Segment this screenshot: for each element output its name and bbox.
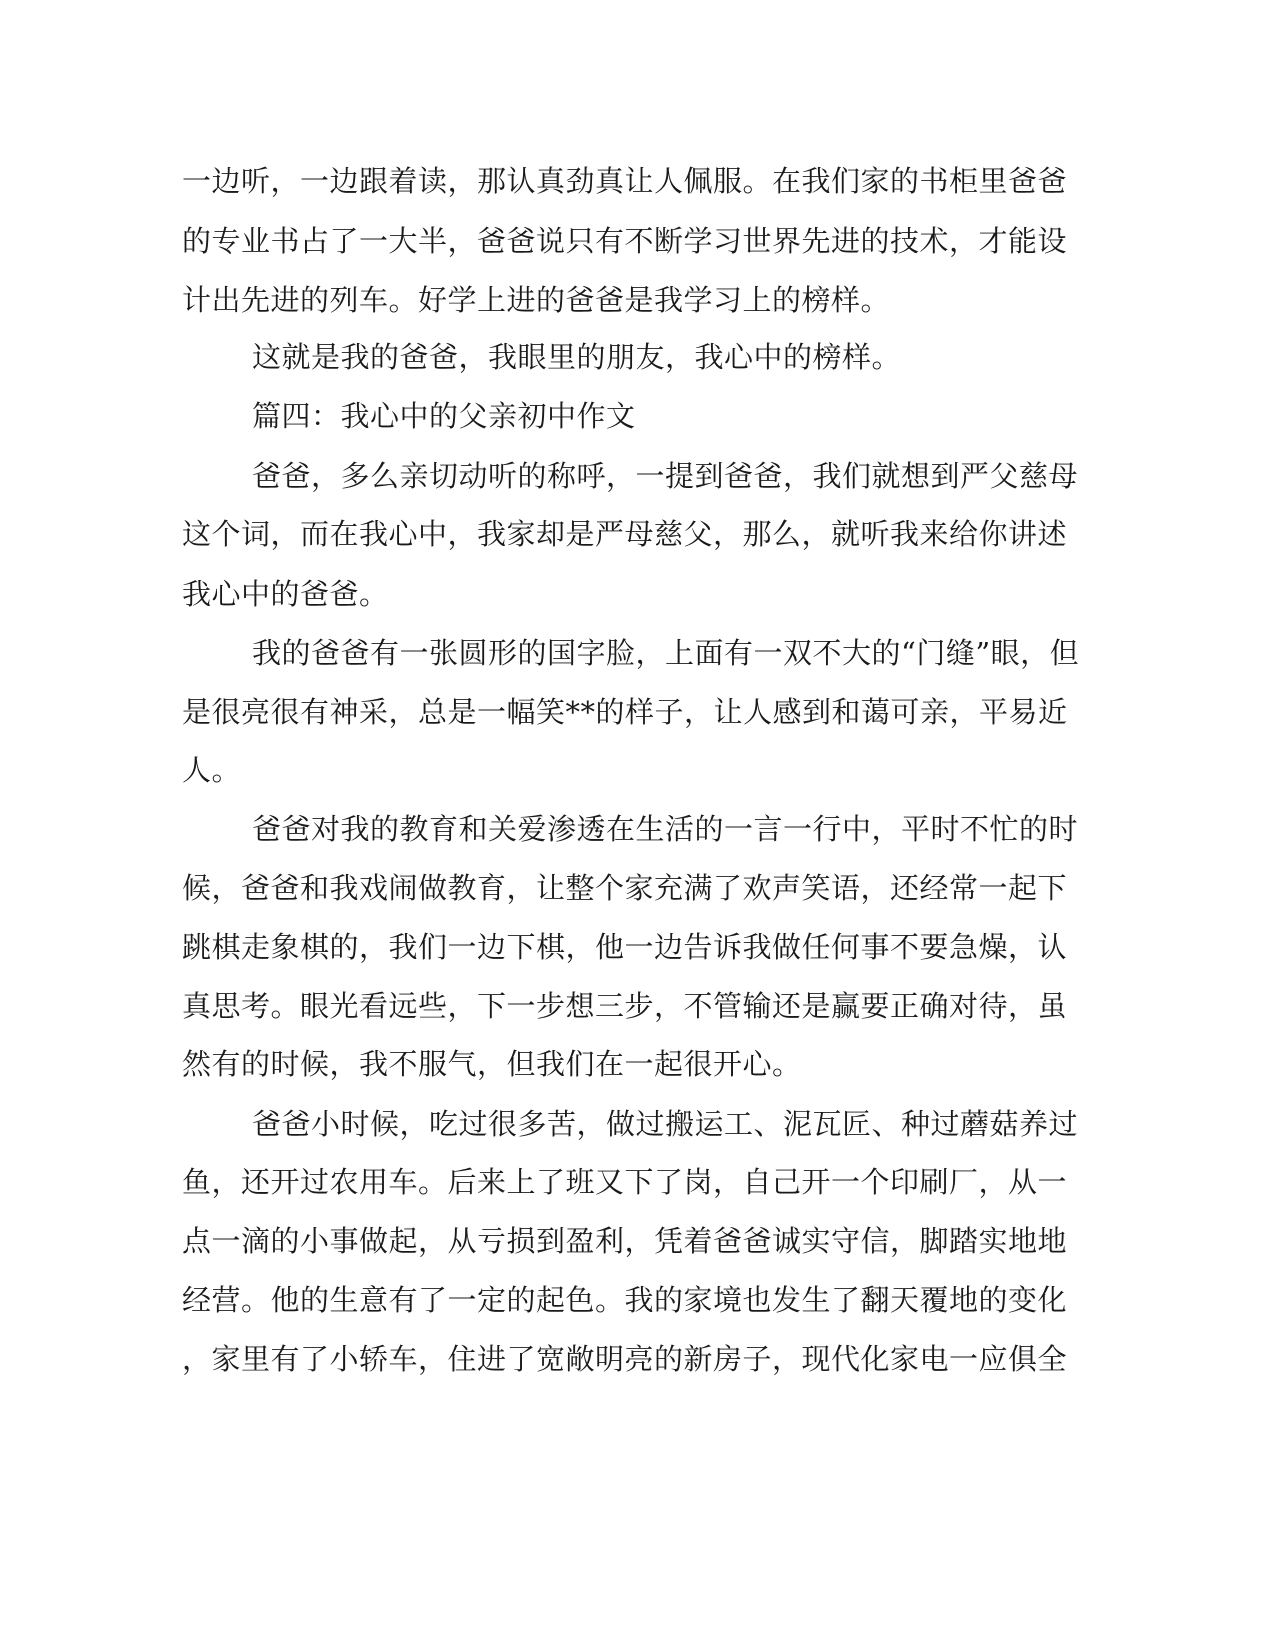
text-line: 人。 <box>182 753 242 787</box>
text-line: 计出先进的列车。好学上进的爸爸是我学习上的榜样。 <box>182 283 891 317</box>
text-line: 这就是我的爸爸，我眼里的朋友，我心中的榜样。 <box>252 340 902 374</box>
text-line: 爸爸小时候，吃过很多苦，做过搬运工、泥瓦匠、种过蘑菇养过 <box>252 1107 1079 1141</box>
section-heading: 篇四：我心中的父亲初中作文 <box>252 399 636 433</box>
text-line: 候，爸爸和我戏闹做教育，让整个家充满了欢声笑语，还经常一起下 <box>182 871 1068 905</box>
text-line: ，家里有了小轿车，住进了宽敞明亮的新房子，现代化家电一应俱全 <box>182 1342 1068 1376</box>
text-line: 点一滴的小事做起，从亏损到盈利，凭着爸爸诚实守信，脚踏实地地 <box>182 1224 1068 1258</box>
text-line: 鱼，还开过农用车。后来上了班又下了岗，自己开一个印刷厂，从一 <box>182 1165 1068 1199</box>
text-line: 是很亮很有神采，总是一幅笑**的样子，让人感到和蔼可亲，平易近 <box>182 695 1068 729</box>
text-line: 我的爸爸有一张圆形的国字脸，上面有一双不大的“门缝”眼，但 <box>252 636 1080 670</box>
text-line: 这个词，而在我心中，我家却是严母慈父，那么，就听我来给你讲述 <box>182 517 1068 551</box>
text-line: 一边听，一边跟着读，那认真劲真让人佩服。在我们家的书柜里爸爸 <box>182 164 1068 198</box>
text-line: 爸爸，多么亲切动听的称呼，一提到爸爸，我们就想到严父慈母 <box>252 459 1079 493</box>
text-line: 然有的时候，我不服气，但我们在一起很开心。 <box>182 1047 802 1081</box>
text-line: 爸爸对我的教育和关爱渗透在生活的一言一行中，平时不忙的时 <box>252 812 1079 846</box>
text-line: 经营。他的生意有了一定的起色。我的家境也发生了翻天覆地的变化 <box>182 1283 1068 1317</box>
text-line: 跳棋走象棋的，我们一边下棋，他一边告诉我做任何事不要急燥，认 <box>182 930 1068 964</box>
text-line: 真思考。眼光看远些，下一步想三步，不管输还是赢要正确对待，虽 <box>182 989 1068 1023</box>
text-line: 的专业书占了一大半，爸爸说只有不断学习世界先进的技术，才能设 <box>182 224 1068 258</box>
text-line: 我心中的爸爸。 <box>182 577 389 611</box>
